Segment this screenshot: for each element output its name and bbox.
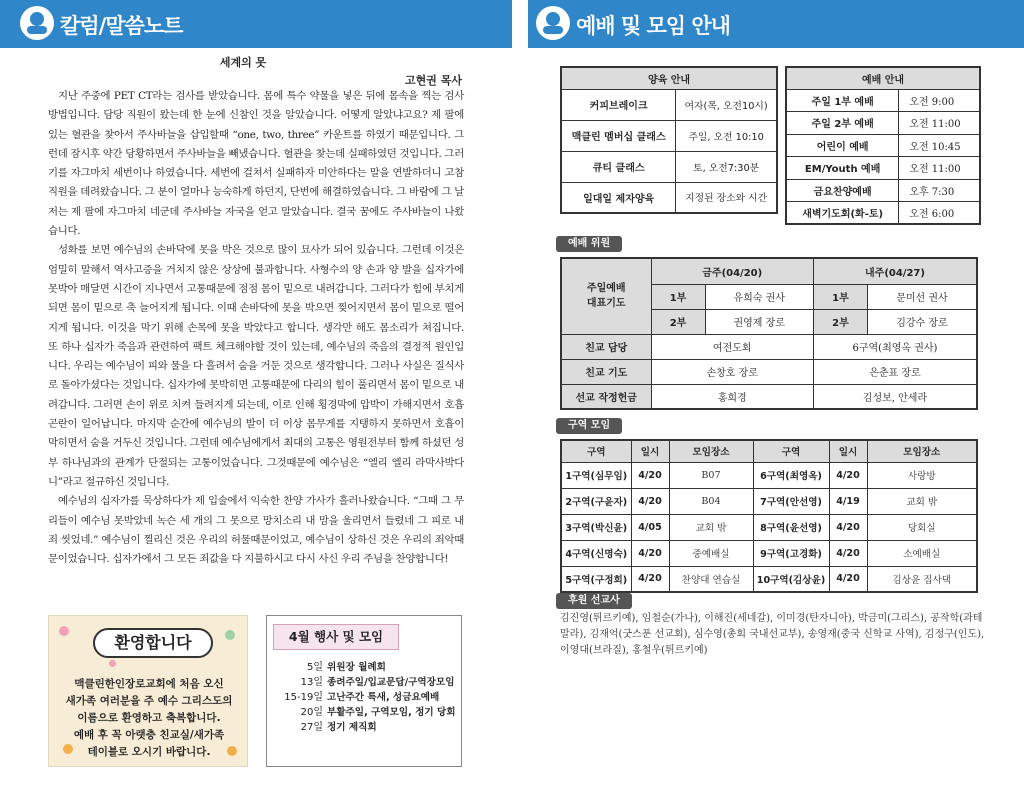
district-name: 4구역(신명숙) xyxy=(561,540,631,566)
district-name: 10구역(김상윤) xyxy=(753,566,829,592)
rep-prayer-label xyxy=(561,258,651,334)
welcome-line: 맥클린한인장로교회에 처음 오신 xyxy=(74,678,224,690)
committee-role: 친교 기도 xyxy=(561,359,651,384)
worship-time: 오전 6:00 xyxy=(899,202,980,225)
table-row xyxy=(561,462,977,488)
table-row xyxy=(786,202,980,225)
table-row xyxy=(786,134,980,157)
missionaries-label: 후원 선교사 xyxy=(556,593,632,609)
worship-name: 어린이 예배 xyxy=(786,134,899,157)
district-place: 사랑방 xyxy=(867,462,977,488)
welcome-box xyxy=(48,615,248,767)
table-row xyxy=(786,157,980,180)
district-place: 소예배실 xyxy=(867,540,977,566)
table-row xyxy=(786,89,980,112)
district-name: 3구역(박신윤) xyxy=(561,514,631,540)
committee-person: 문미선 권사 xyxy=(867,284,977,309)
district-date: 4/20 xyxy=(631,540,669,566)
table-row xyxy=(561,566,977,592)
district-date: 4/20 xyxy=(829,514,867,540)
event-date: 13일 xyxy=(300,677,323,688)
rep-prayer-text: 주일예배 대표기도 xyxy=(586,283,626,310)
this-week-header: 금주(04/20) xyxy=(651,258,813,284)
nurture-header: 양육 안내 xyxy=(561,67,777,89)
welcome-line: 새가족 여러분을 주 예수 그리스도의 xyxy=(65,695,233,707)
next-week-header: 내주(04/27) xyxy=(813,258,977,284)
committee-this: 홍희경 xyxy=(651,384,813,409)
district-name: 8구역(윤선영) xyxy=(753,514,829,540)
table-row xyxy=(561,89,777,120)
committee-label: 예배 위원 xyxy=(556,236,622,252)
district-header: 일시 xyxy=(829,440,867,462)
event-text: 위원장 월례회 xyxy=(327,662,386,673)
welcome-heading: 환영합니다 xyxy=(93,628,213,658)
districts-table xyxy=(560,439,978,593)
table-row xyxy=(561,120,777,151)
district-place: 교회 밖 xyxy=(669,514,753,540)
article-paragraph: 지난 주중에 PET CT라는 검사를 받았습니다. 몸에 특수 약물을 넣은 뒤에 몸속을 찍는 검사방법입니다. 담당 직원이 왔는데 한 눈에 신참인 것을 알았습니다. 어떻게 알았냐고요? 제 팔에 있는 혈관을 찾아서 주사바늘을 삽입할때 “one, two, three” 카운트를 하였기 때문입니다. 그런데 잠시후 약간 당황하면서 주사바늘을 빼냈습니다. 혈관을 찾는데 실패하였던 것입니다. 그러기를 자그마치 세번이나 하였습니다. 세번에 걸쳐서 실패하자 미안하다는 말을 연발하더니 고참 직원을 데려왔습니다. 그 분이 얼마나 능숙하게 하던지, 단번에 해결하였습니다. 그 바람에 그 날 저는 제 팔에 자그마치 네군데 주사바늘 자국을 얻고 말았습니다. 결국 꿈에도 주사바늘이 나왔습니다. xyxy=(48,90,464,238)
april-events-box xyxy=(266,615,462,767)
event-date: 27일 xyxy=(300,722,323,733)
worship-time: 오전 11:00 xyxy=(899,157,980,180)
district-name: 6구역(최영옥) xyxy=(753,462,829,488)
service-label: 2부 xyxy=(651,309,705,334)
nurture-name: 맥클린 멤버십 클래스 xyxy=(561,120,676,151)
district-name: 2구역(구윤자) xyxy=(561,488,631,514)
committee-next: 은춘표 장로 xyxy=(813,359,977,384)
worship-header: 예배 안내 xyxy=(786,67,980,89)
nurture-name: 일대일 제자양육 xyxy=(561,182,676,213)
district-place: B07 xyxy=(669,462,753,488)
welcome-line: 이름으로 환영하고 축복합니다. xyxy=(77,712,221,724)
table-row xyxy=(561,359,977,384)
committee-this: 여전도회 xyxy=(651,334,813,359)
district-place: 찬양대 연습실 xyxy=(669,566,753,592)
missionaries-list: 김진영(튀르키예), 임철순(가나), 이해진(세네갈), 이미경(탄자니아), 박금미(그리스), 공작학(과테말라), 김재억(굿스푼 선교회), 심수영(총회 국내선교부), 송영재(중국 신학교 사역), 김정구(인도), 이영대(브라질), 홍철우(튀르키예) xyxy=(560,613,985,656)
nurture-table xyxy=(560,66,778,214)
event-date: 15-19일 xyxy=(284,692,323,703)
heart-icon xyxy=(109,660,116,667)
district-date: 4/20 xyxy=(829,462,867,488)
district-date: 4/19 xyxy=(829,488,867,514)
event-item xyxy=(275,675,456,690)
committee-this: 손창호 장로 xyxy=(651,359,813,384)
column-author: 고현권 목사 xyxy=(405,74,462,87)
committee-table xyxy=(560,257,978,410)
events-list xyxy=(275,660,456,735)
event-item xyxy=(275,705,456,720)
church-logo-icon xyxy=(536,6,570,40)
table-row xyxy=(561,514,977,540)
district-header: 일시 xyxy=(631,440,669,462)
nurture-name: 커피브레이크 xyxy=(561,89,676,120)
service-label: 1부 xyxy=(813,284,867,309)
left-banner-title: 칼럼/말씀노트 xyxy=(60,14,183,38)
district-place: 김상윤 집사댁 xyxy=(867,566,977,592)
district-date: 4/20 xyxy=(829,566,867,592)
district-date: 4/20 xyxy=(631,462,669,488)
table-row xyxy=(561,151,777,182)
district-name: 7구역(안선영) xyxy=(753,488,829,514)
nurture-detail: 여자(목, 오전10시) xyxy=(676,89,777,120)
event-item xyxy=(275,690,456,705)
column-article xyxy=(48,87,464,569)
table-row xyxy=(786,179,980,202)
district-place: 당회실 xyxy=(867,514,977,540)
event-text: 부활주일, 구역모임, 정기 당회 xyxy=(327,707,456,718)
article-paragraph: 성화를 보면 예수님의 손바닥에 못을 박은 것으로 많이 묘사가 되어 있습니다. 그런데 이것은 엄밀히 말해서 역사고증을 거치지 않은 상상에 불과합니다. 사형수의 양 손과 양 발을 십자가에 못박아 매달면 시간이 지나면서 고통때문에 점점 몸이 밑으로 내려갑니다. 그러다가 힘에 부치게 되면 몸이 밑으로 축 늘어지게 됩니다. 이때 손바닥에 못을 박으면 찢어지면서 몸이 밑으로 떨어지게 됩니다. 이것을 막기 위해 손목에 못을 박았다고 합니다. 생각만 해도 몸소리가 쳐집니다. 또 하나 십자가 죽음과 관련하여 팩트 체크해야할 것이 있는데, 예수님의 죽음의 결정적 원인입니다. 우리는 예수님이 피와 물을 다 흘려서 숨을 거둔 것으로 생각합니다. 그러나 사실은 질식사로 돌아가셨다는 것입니다. 십자가에 못박히면 고통때문에 다리의 힘이 풀리면서 몸이 밑으로 내려갑니다. 그러면 손이 위로 치켜 들려지게 되는데, 이로 인해 횡경막에 압박이 가해지면서 호흡곤란이 일어납니다. 마지막 순간에 예수님의 발이 더 이상 몸무게를 지탱하지 못하면서 호흡이 막히면서 숨을 거두신 것입니다. 그런데 예수님에게서 최대의 고통은 영원전부터 함께 하셨던 성부 하나님과의 관계가 단절되는 고통이었습니다. 그것때문에 예수님은 “엘리 엘리 라막사박다니”라고 절규하신 것입니다. xyxy=(48,244,464,488)
district-place: 교회 밖 xyxy=(867,488,977,514)
event-item xyxy=(275,660,456,675)
event-text: 정기 제직회 xyxy=(327,722,377,733)
district-header: 구역 xyxy=(561,440,631,462)
table-row xyxy=(561,540,977,566)
committee-person: 김강수 장로 xyxy=(867,309,977,334)
committee-person: 유희숙 권사 xyxy=(705,284,813,309)
table-row xyxy=(561,182,777,213)
left-banner xyxy=(0,0,512,48)
district-name: 5구역(구정희) xyxy=(561,566,631,592)
right-banner-title: 예배 및 모임 안내 xyxy=(576,14,730,38)
table-row xyxy=(561,334,977,359)
committee-person: 권영제 장로 xyxy=(705,309,813,334)
table-row xyxy=(561,488,977,514)
church-logo-icon xyxy=(20,6,54,40)
event-text: 고난주간 특새, 성금요예배 xyxy=(327,692,440,703)
flower-icon xyxy=(225,630,235,640)
event-item xyxy=(275,720,456,735)
nurture-name: 큐티 클래스 xyxy=(561,151,676,182)
worship-name: EM/Youth 예배 xyxy=(786,157,899,180)
service-label: 2부 xyxy=(813,309,867,334)
welcome-line: 예배 후 꼭 아랫층 친교실/새가족 xyxy=(73,729,225,741)
worship-time: 오전 11:00 xyxy=(899,112,980,135)
welcome-text xyxy=(57,676,241,761)
table-row xyxy=(786,112,980,135)
event-date: 20일 xyxy=(300,707,323,718)
worship-time: 오후 7:30 xyxy=(899,179,980,202)
article-paragraph: 예수님의 십자가를 묵상하다가 제 입술에서 익숙한 찬양 가사가 흘러나왔습니다. “그때 그 무리들이 예수님 못박았네 녹슨 세 개의 그 못으로 망치소리 내 맘을 울리면서 들렸네 그 피로 내 죄 씻었네.” 예수님이 찔리신 것은 우리의 허물때문이었고, 예수님이 상하신 것은 우리의 죄악때문이었습니다. 십자가에서 그 모든 죄값을 다 지불하시고 다시 사신 우리 주님을 찬양합니다! xyxy=(48,495,464,566)
district-header: 모임장소 xyxy=(669,440,753,462)
district-date: 4/05 xyxy=(631,514,669,540)
district-place: 중예배실 xyxy=(669,540,753,566)
flower-icon xyxy=(59,626,69,636)
districts-label: 구역 모임 xyxy=(556,418,622,434)
column-title: 세계의 못 xyxy=(219,56,267,69)
district-date: 4/20 xyxy=(631,566,669,592)
district-date: 4/20 xyxy=(631,488,669,514)
nurture-detail: 토, 오전7:30분 xyxy=(676,151,777,182)
service-label: 1부 xyxy=(651,284,705,309)
committee-next: 6구역(최영옥 권사) xyxy=(813,334,977,359)
event-text: 종려주일/입교문답/구역장모임 xyxy=(327,677,455,688)
right-banner xyxy=(528,0,1024,48)
welcome-line: 테이블로 오시기 바랍니다. xyxy=(87,746,211,758)
worship-table xyxy=(785,66,981,225)
district-date: 4/20 xyxy=(829,540,867,566)
nurture-detail: 지정된 장소와 시간 xyxy=(676,182,777,213)
worship-name: 새벽기도회(화-토) xyxy=(786,202,899,225)
event-date: 5일 xyxy=(306,662,323,673)
district-name: 9구역(고경화) xyxy=(753,540,829,566)
worship-name: 주일 2부 예배 xyxy=(786,112,899,135)
table-row xyxy=(561,384,977,409)
district-header: 모임장소 xyxy=(867,440,977,462)
committee-role: 친교 담당 xyxy=(561,334,651,359)
committee-next: 김성보, 안세라 xyxy=(813,384,977,409)
district-name: 1구역(심무임) xyxy=(561,462,631,488)
district-header: 구역 xyxy=(753,440,829,462)
committee-role: 선교 작정헌금 xyxy=(561,384,651,409)
worship-time: 오전 9:00 xyxy=(899,89,980,112)
worship-name: 주일 1부 예배 xyxy=(786,89,899,112)
events-heading: 4월 행사 및 모임 xyxy=(273,624,399,650)
worship-name: 금요찬양예배 xyxy=(786,179,899,202)
district-place: B04 xyxy=(669,488,753,514)
nurture-detail: 주일, 오전 10:10 xyxy=(676,120,777,151)
worship-time: 오전 10:45 xyxy=(899,134,980,157)
